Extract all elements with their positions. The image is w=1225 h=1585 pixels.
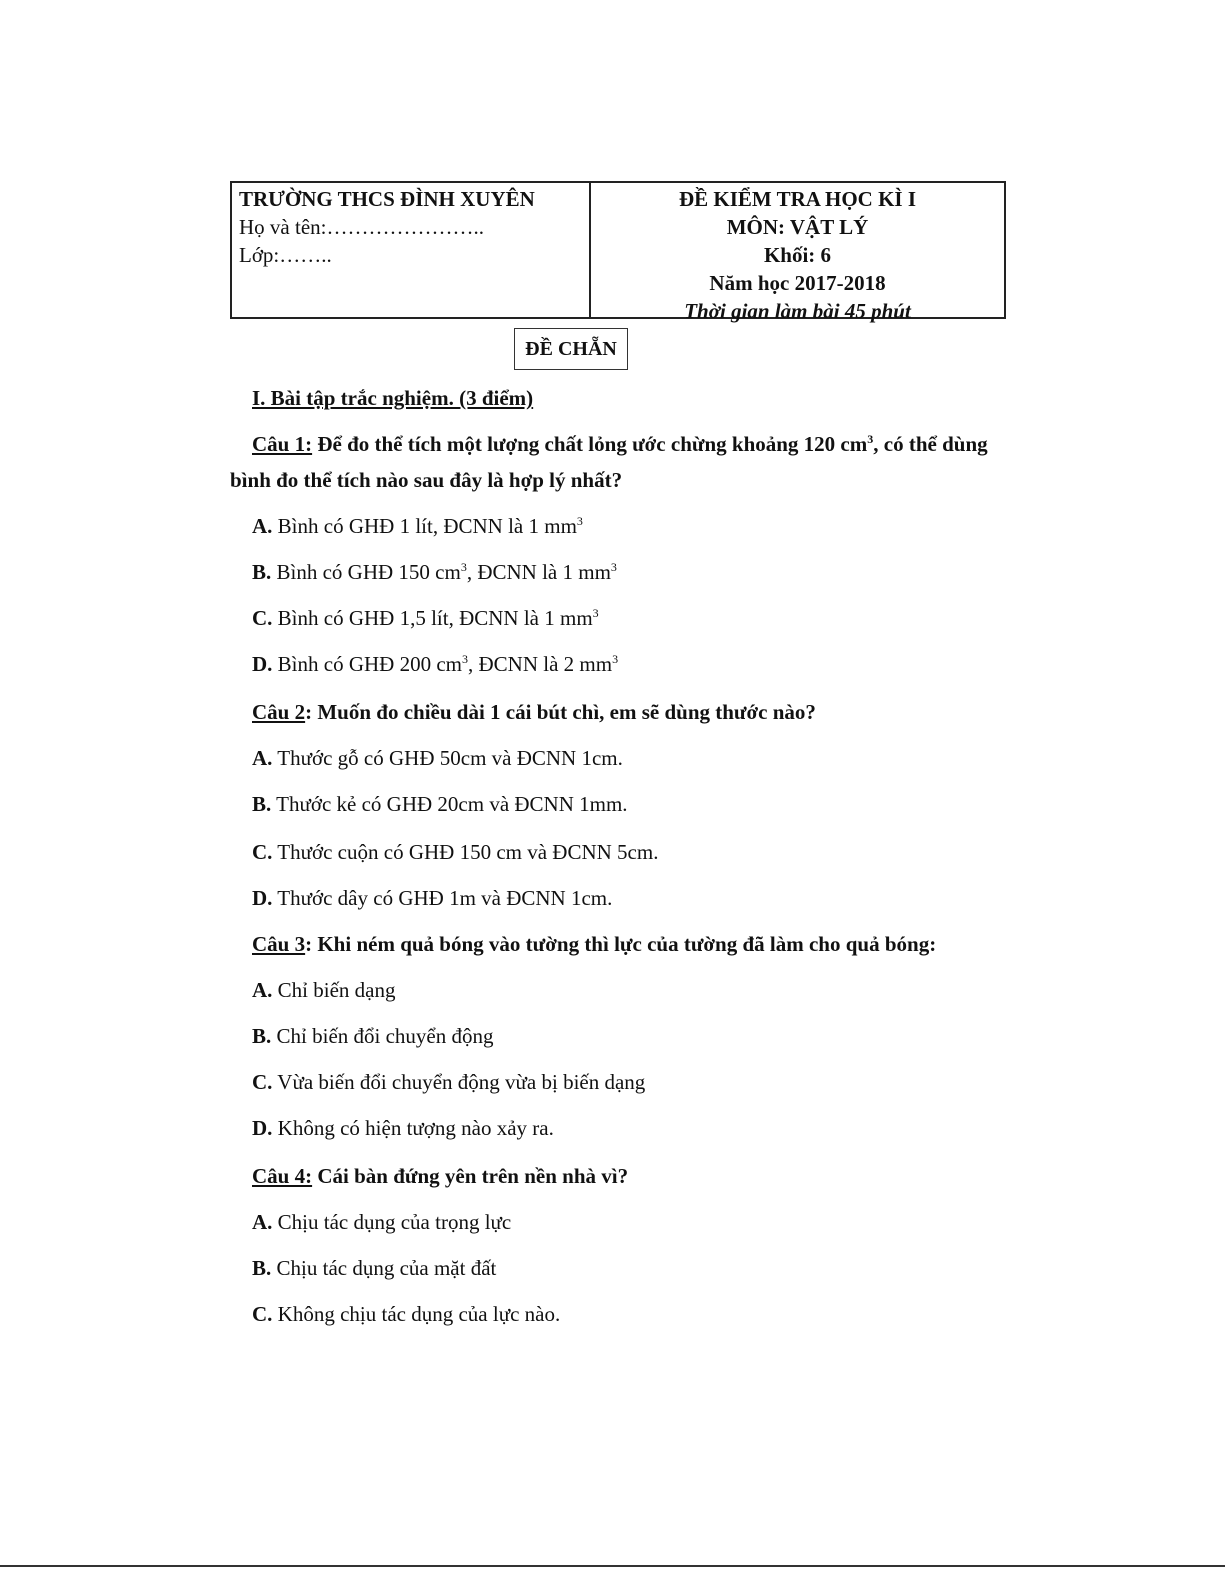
option-letter: B. bbox=[252, 1024, 272, 1048]
option-4b bbox=[252, 1256, 496, 1281]
question-4-label: Câu 4: bbox=[252, 1164, 313, 1188]
question-1-text-a: Để đo thể tích một lượng chất lỏng ước chừng khoảng 120 cm bbox=[312, 432, 868, 456]
option-2b bbox=[252, 792, 628, 817]
question-1 bbox=[252, 432, 988, 457]
option-text: Chịu tác dụng của mặt đất bbox=[271, 1256, 497, 1280]
option-4c bbox=[252, 1302, 560, 1327]
option-text: Bình có GHĐ 150 cm bbox=[271, 560, 461, 584]
student-name-line: Họ và tên:………………….. bbox=[239, 215, 484, 239]
option-letter: B. bbox=[252, 1256, 272, 1280]
option-letter: C. bbox=[252, 840, 273, 864]
option-letter: D. bbox=[252, 886, 273, 910]
option-3d bbox=[252, 1116, 554, 1141]
option-2c bbox=[252, 840, 658, 865]
header-table bbox=[230, 181, 1006, 323]
school-year: Năm học 2017-2018 bbox=[709, 271, 886, 295]
question-2-label: Câu 2 bbox=[252, 700, 306, 724]
option-text: Thước kẻ có GHĐ 20cm và ĐCNN 1mm. bbox=[271, 792, 628, 816]
option-2a bbox=[252, 746, 623, 771]
option-letter: A. bbox=[252, 978, 273, 1002]
option-text: Bình có GHĐ 1,5 lít, ĐCNN là 1 mm bbox=[272, 606, 593, 630]
question-1-sup: 3 bbox=[867, 432, 874, 446]
exam-grade: Khối: 6 bbox=[763, 243, 832, 267]
option-sup-2: 3 bbox=[610, 560, 617, 574]
option-letter: B. bbox=[252, 560, 272, 584]
question-4-text: Cái bàn đứng yên trên nền nhà vì? bbox=[312, 1164, 629, 1188]
question-3 bbox=[252, 932, 936, 957]
school-name: TRƯỜNG THCS ĐÌNH XUYÊN bbox=[239, 187, 535, 211]
option-letter: C. bbox=[252, 1302, 273, 1326]
option-text: Chỉ biến dạng bbox=[272, 978, 396, 1002]
option-sup: 3 bbox=[592, 606, 599, 620]
option-text: Bình có GHĐ 1 lít, ĐCNN là 1 mm bbox=[272, 514, 577, 538]
option-text: Thước dây có GHĐ 1m và ĐCNN 1cm. bbox=[272, 886, 613, 910]
option-text: Chỉ biến đổi chuyển động bbox=[271, 1024, 494, 1048]
option-text: Không có hiện tượng nào xảy ra. bbox=[272, 1116, 554, 1140]
student-class-line: Lớp:…….. bbox=[239, 243, 332, 267]
header-right-cell bbox=[591, 183, 1004, 323]
exam-title: ĐỀ KIỂM TRA HỌC KÌ I bbox=[678, 187, 917, 211]
question-1-label: Câu 1: bbox=[252, 432, 313, 456]
option-letter: D. bbox=[252, 1116, 273, 1140]
option-letter: B. bbox=[252, 792, 272, 816]
question-3-label: Câu 3 bbox=[252, 932, 306, 956]
option-1d bbox=[252, 652, 618, 677]
option-text-after: , ĐCNN là 2 mm bbox=[468, 652, 613, 676]
option-1a bbox=[252, 514, 583, 539]
option-4a bbox=[252, 1210, 511, 1235]
option-2d bbox=[252, 886, 612, 911]
option-letter: A. bbox=[252, 746, 273, 770]
option-3a bbox=[252, 978, 396, 1003]
option-letter: A. bbox=[252, 514, 273, 538]
option-letter: D. bbox=[252, 652, 273, 676]
option-letter: C. bbox=[252, 606, 273, 630]
option-text: Bình có GHĐ 200 cm bbox=[272, 652, 462, 676]
option-3b bbox=[252, 1024, 494, 1049]
option-sup: 3 bbox=[462, 652, 468, 666]
question-4 bbox=[252, 1164, 628, 1189]
option-text-after: , ĐCNN là 1 mm bbox=[466, 560, 611, 584]
option-1c bbox=[252, 606, 599, 631]
question-1-text-b: , có thể dùng bbox=[873, 432, 988, 456]
option-letter: A. bbox=[252, 1210, 273, 1234]
option-sup-2: 3 bbox=[612, 652, 619, 666]
option-3c bbox=[252, 1070, 645, 1095]
section-title: I. Bài tập trắc nghiệm. (3 điểm) bbox=[252, 386, 534, 410]
option-text: Thước gỗ có GHĐ 50cm và ĐCNN 1cm. bbox=[272, 746, 623, 770]
question-1-line-2: bình đo thể tích nào sau đây là hợp lý nhất? bbox=[230, 468, 623, 492]
exam-duration: Thời gian làm bài 45 phút bbox=[684, 299, 911, 323]
option-sup: 3 bbox=[576, 514, 583, 528]
option-1b bbox=[252, 560, 617, 585]
option-sup: 3 bbox=[460, 560, 467, 574]
option-text: Vừa biến đổi chuyển động vừa bị biến dạng bbox=[272, 1070, 646, 1094]
option-text: Chịu tác dụng của trọng lực bbox=[272, 1210, 512, 1234]
question-2-text: : Muốn đo chiều dài 1 cái bút chì, em sẽ dùng thước nào? bbox=[305, 700, 816, 724]
option-letter: C. bbox=[252, 1070, 273, 1094]
option-text: Không chịu tác dụng của lực nào. bbox=[272, 1302, 561, 1326]
exam-code-box: ĐỀ CHẴN bbox=[514, 328, 628, 370]
question-3-text: : Khi ném quả bóng vào tường thì lực của tường đã làm cho quả bóng: bbox=[305, 932, 937, 956]
question-2 bbox=[252, 700, 816, 725]
exam-subject: MÔN: VẬT LÝ bbox=[726, 215, 869, 239]
option-text: Thước cuộn có GHĐ 150 cm và ĐCNN 5cm. bbox=[272, 840, 659, 864]
page-bottom-rule bbox=[0, 1565, 1225, 1567]
header-left-cell bbox=[232, 183, 591, 317]
